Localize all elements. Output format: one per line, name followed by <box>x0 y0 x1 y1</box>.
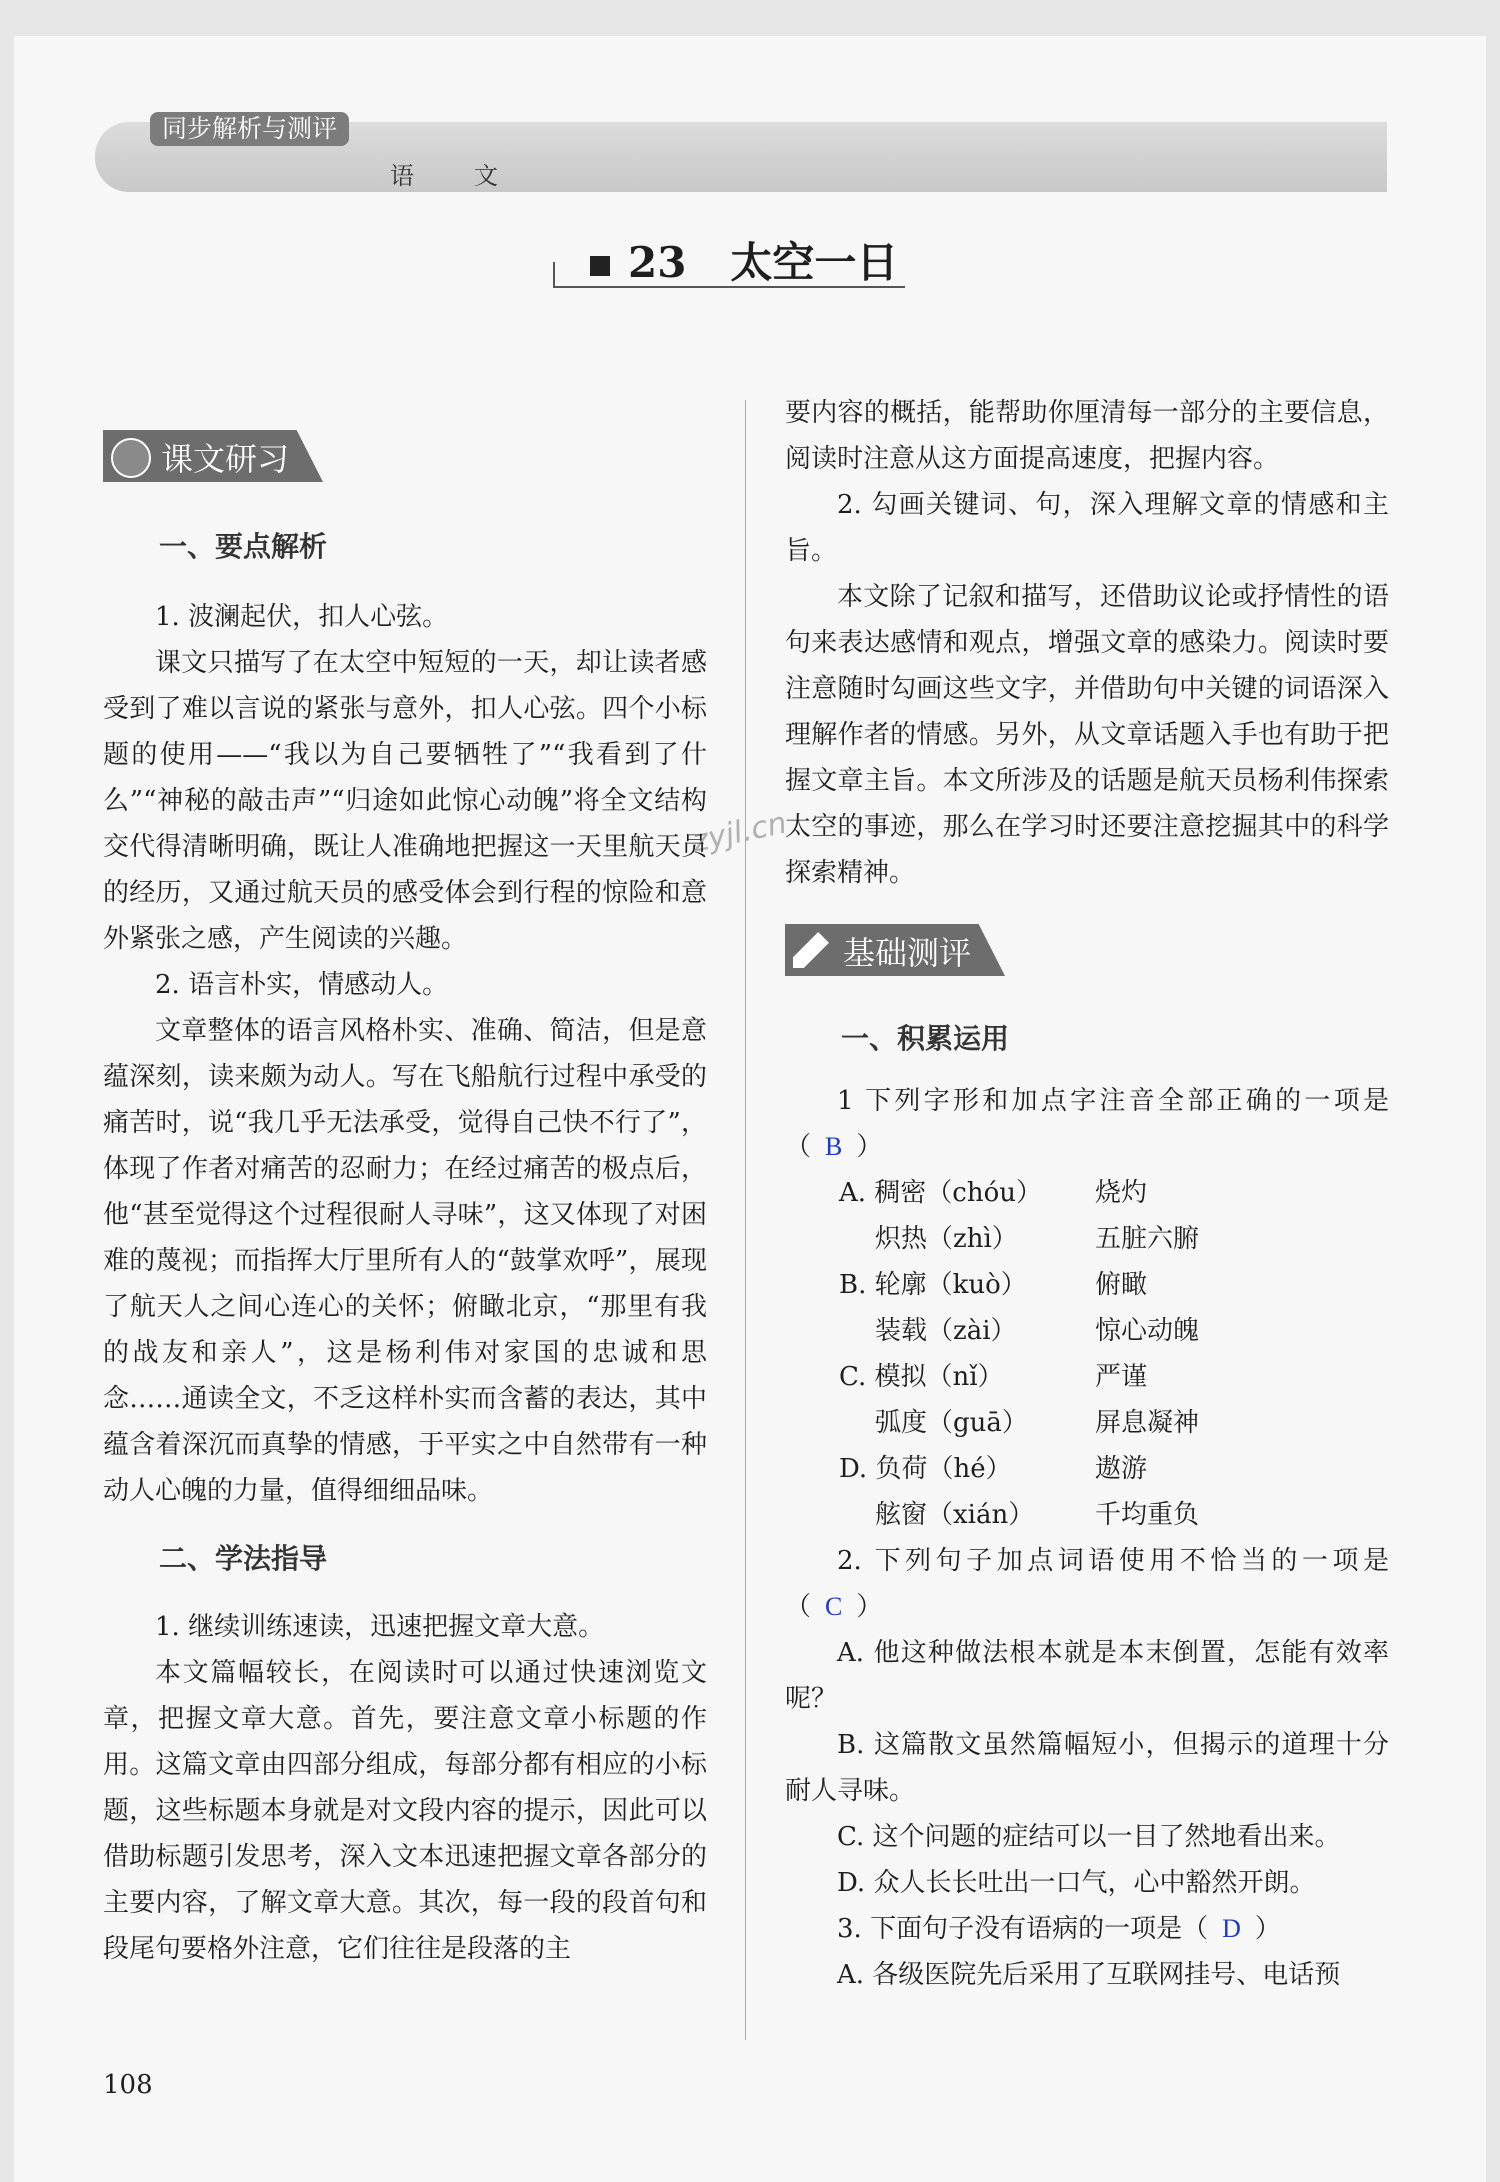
question-1: 1 下列字形和加点字注音全部正确的一项是（ B ） <box>785 1086 1389 1162</box>
paragraph: 课文只描写了在太空中短短的一天，却让读者感受到了难以言说的紧张与意外，扣人心弦。四个小标题的使用——“我以为自己要牺牲了”“我看到了什么”“神秘的敲击声”“归途如此惊心动魄”将全文结构交代得清晰明确，既让人准确地把握这一天里航天员的经历，又通过航天员的感受体会到行程的惊险和意外紧张之感，产生阅读的兴趣。 <box>103 648 707 954</box>
option-word: C. 模拟（nǐ） <box>839 1362 1004 1392</box>
paragraph: 要内容的概括，能帮助你厘清每一部分的主要信息，阅读时注意从这方面提高速度，把握内容。 <box>785 398 1389 474</box>
paragraph: 2. 勾画关键词、句，深入理解文章的情感和主旨。 <box>785 490 1389 566</box>
subject-label: 语 文 <box>390 162 516 190</box>
option-word: 遨游 <box>1095 1454 1148 1484</box>
paragraph: 本文除了记叙和描写，还借助议论或抒情性的语句来表达感情和观点，增强文章的感染力。阅读时要注意随时勾画这些文字，并借助句中关键的词语深入理解作者的情感。另外，从文章话题入手也有助于把握文章主旨。本文所涉及的话题是航天员杨利伟探索太空的事迹，那么在学习时还要注意挖掘其中的科学探索精神。 <box>785 582 1389 888</box>
lesson-title <box>590 230 898 290</box>
option-word: 千均重负 <box>1095 1500 1200 1530</box>
option-word: B. 轮廓（kuò） <box>839 1270 1027 1300</box>
lesson-name: 太空一日 <box>730 238 899 287</box>
question-1-options <box>785 1170 1389 1538</box>
option: A. 他这种做法根本就是本末倒置，怎能有效率呢？ <box>785 1638 1389 1714</box>
option-row <box>785 1216 1389 1262</box>
option-word: 烧灼 <box>1095 1178 1148 1208</box>
option-word: 五脏六腑 <box>1095 1224 1200 1254</box>
paragraph: 2. 语言朴实，情感动人。 <box>155 970 449 1000</box>
option-word: 严谨 <box>1095 1362 1148 1392</box>
paragraph: 文章整体的语言风格朴实、准确、简洁，但是意蕴深刻，读来颇为动人。写在飞船航行过程中承受的痛苦时，说“我几乎无法承受，觉得自己快不行了”，体现了作者对痛苦的忍耐力；在经过痛苦的极点后，他“甚至觉得这个过程很耐人寻味”，这又体现了对困难的蔑视；而指挥大厅里所有人的“鼓掌欢呼”，展现了航天人之间心连心的关怀；俯瞰北京，“那里有我的战友和亲人”，这是杨利伟对家国的忠诚和思念……通读全文，不乏这样朴实而含蓄的表达，其中蕴含着深沉而真挚的情感，于平实之中自然带有一种动人心魄的力量，值得细细品味。 <box>103 1016 707 1506</box>
watermark: zyjl.cn <box>689 805 790 860</box>
option-row <box>785 1262 1389 1308</box>
option-row <box>785 1308 1389 1354</box>
option-row <box>785 1170 1389 1216</box>
question-3: 3. 下面句子没有语病的一项是（ D ） <box>837 1914 1281 1944</box>
paragraph: 1. 继续训练速读，迅速把握文章大意。 <box>155 1612 605 1642</box>
option-word: 弧度（guā） <box>875 1408 1028 1438</box>
option-word: 炽热（zhì） <box>875 1224 1018 1254</box>
column-divider <box>745 400 746 2040</box>
banner-study: 课文研习 <box>103 430 353 482</box>
option-word: D. 负荷（hé） <box>839 1454 1012 1484</box>
lesson-number: 23 <box>628 238 687 287</box>
question-2: 2. 下列句子加点词语使用不恰当的一项是（ C ） <box>785 1546 1389 1622</box>
answer: B <box>825 1132 843 1161</box>
section-heading: 一、积累运用 <box>841 1022 1010 1055</box>
option-word: 俯瞰 <box>1095 1270 1148 1300</box>
option-word: 惊心动魄 <box>1095 1316 1200 1346</box>
option-row <box>785 1492 1389 1538</box>
option: D. 众人长长吐出一口气，心中豁然开朗。 <box>837 1868 1316 1898</box>
left-column <box>103 430 707 1972</box>
series-label: 同步解析与测评 <box>150 112 349 146</box>
option: A. 各级医院先后采用了互联网挂号、电话预 <box>837 1960 1341 1990</box>
section-heading: 二、学法指导 <box>159 1542 328 1575</box>
right-column <box>785 390 1389 1998</box>
answer: D <box>1222 1914 1241 1943</box>
banner-test: 基础测评 <box>785 924 1035 976</box>
option-word: 装载（zài） <box>875 1316 1017 1346</box>
option-word: 屏息凝神 <box>1095 1408 1200 1438</box>
option: B. 这篇散文虽然篇幅短小，但揭示的道理十分耐人寻味。 <box>785 1730 1389 1806</box>
option-word: 舷窗（xián） <box>875 1500 1035 1530</box>
option-row <box>785 1446 1389 1492</box>
paragraph: 本文篇幅较长，在阅读时可以通过快速浏览文章，把握文章大意。首先，要注意文章小标题的作用。这篇文章由四部分组成，每部分都有相应的小标题，这些标题本身就是对文段内容的提示，因此可以借助标题引发思考，深入文本迅速把握文章各部分的主要内容，了解文章大意。其次，每一段的段首句和段尾句要格外注意，它们往往是段落的主 <box>103 1658 707 1964</box>
globe-icon <box>111 438 151 478</box>
option: C. 这个问题的症结可以一目了然地看出来。 <box>837 1822 1341 1852</box>
title-square-icon <box>590 256 610 276</box>
section-heading: 一、要点解析 <box>159 530 328 563</box>
answer: C <box>825 1592 843 1621</box>
option-word: A. 稠密（chóu） <box>839 1178 1043 1208</box>
paragraph: 1. 波澜起伏，扣人心弦。 <box>155 602 449 632</box>
option-row <box>785 1400 1389 1446</box>
option-row <box>785 1354 1389 1400</box>
page-number: 108 <box>103 2070 153 2100</box>
